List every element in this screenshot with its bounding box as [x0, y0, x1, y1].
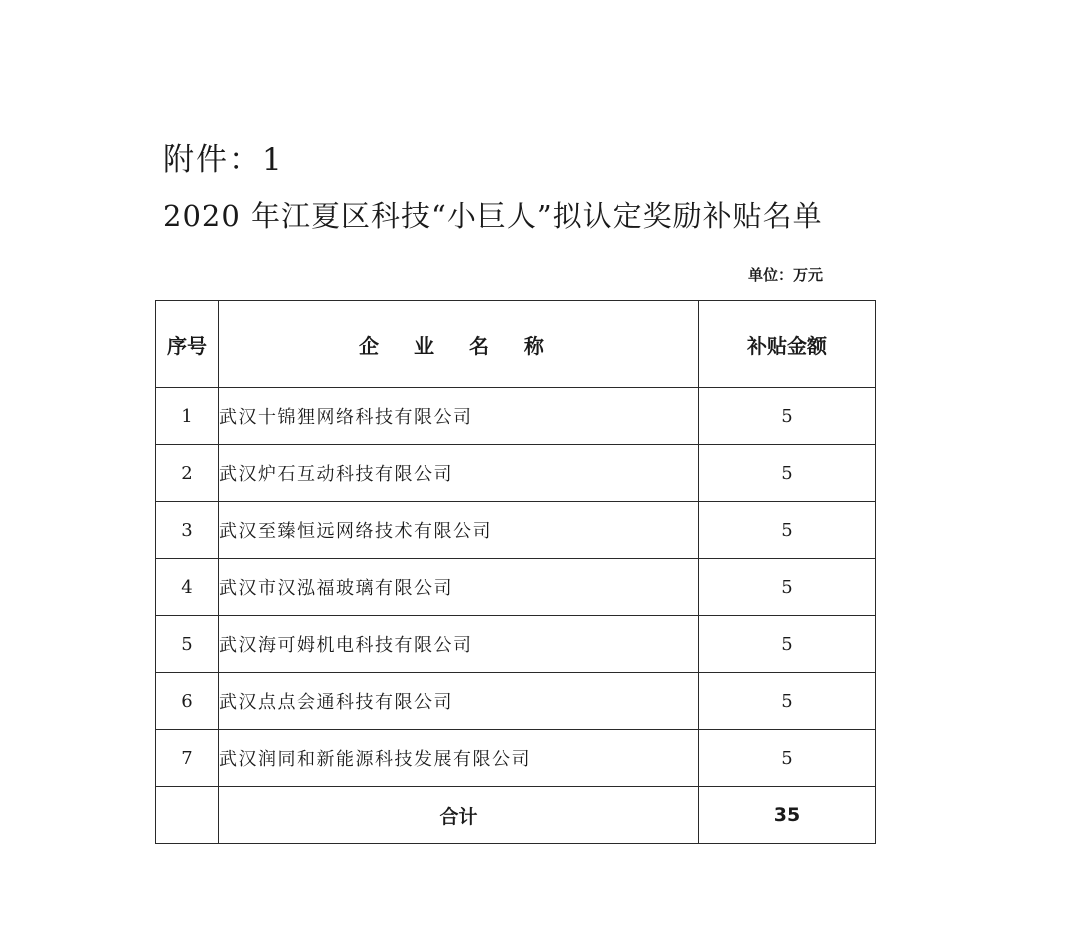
total-row: [156, 787, 876, 844]
total-amount: 35: [699, 787, 876, 844]
row-number: 1: [156, 388, 219, 445]
column-header-amount: 补贴金额: [699, 301, 876, 388]
table-row: [156, 616, 876, 673]
company-name: 武汉至臻恒远网络技术有限公司: [219, 502, 699, 559]
total-empty-cell: [156, 787, 219, 844]
company-name: 武汉海可姆机电科技有限公司: [219, 616, 699, 673]
company-name: 武汉润同和新能源科技发展有限公司: [219, 730, 699, 787]
attachment-label: 附件：1: [163, 142, 284, 178]
company-name: 武汉点点会通科技有限公司: [219, 673, 699, 730]
table-row: [156, 502, 876, 559]
row-number: 5: [156, 616, 219, 673]
subsidy-amount: 5: [699, 502, 876, 559]
row-number: 6: [156, 673, 219, 730]
company-name: 武汉市汉泓福玻璃有限公司: [219, 559, 699, 616]
row-number: 4: [156, 559, 219, 616]
subsidy-amount: 5: [699, 559, 876, 616]
row-number: 3: [156, 502, 219, 559]
table-row: [156, 730, 876, 787]
subsidy-amount: 5: [699, 388, 876, 445]
column-header-company: [219, 301, 699, 388]
document-title: 2020 年江夏区科技“小巨人”拟认定奖励补贴名单: [163, 199, 823, 233]
table-header-row: [156, 301, 876, 388]
total-label: 合计: [219, 787, 699, 844]
table-row: [156, 559, 876, 616]
subsidy-amount: 5: [699, 673, 876, 730]
table-row: [156, 673, 876, 730]
unit-label: 单位：万元: [748, 266, 824, 284]
column-header-number: 序号: [156, 301, 219, 388]
subsidy-amount: 5: [699, 730, 876, 787]
subsidy-amount: 5: [699, 616, 876, 673]
subsidy-amount: 5: [699, 445, 876, 502]
company-name: 武汉十锦狸网络科技有限公司: [219, 388, 699, 445]
row-number: 7: [156, 730, 219, 787]
column-header-company-text: 企 业 名 称: [359, 333, 558, 358]
table-row: [156, 445, 876, 502]
row-number: 2: [156, 445, 219, 502]
subsidy-table: [155, 300, 876, 844]
company-name: 武汉炉石互动科技有限公司: [219, 445, 699, 502]
table-row: [156, 388, 876, 445]
